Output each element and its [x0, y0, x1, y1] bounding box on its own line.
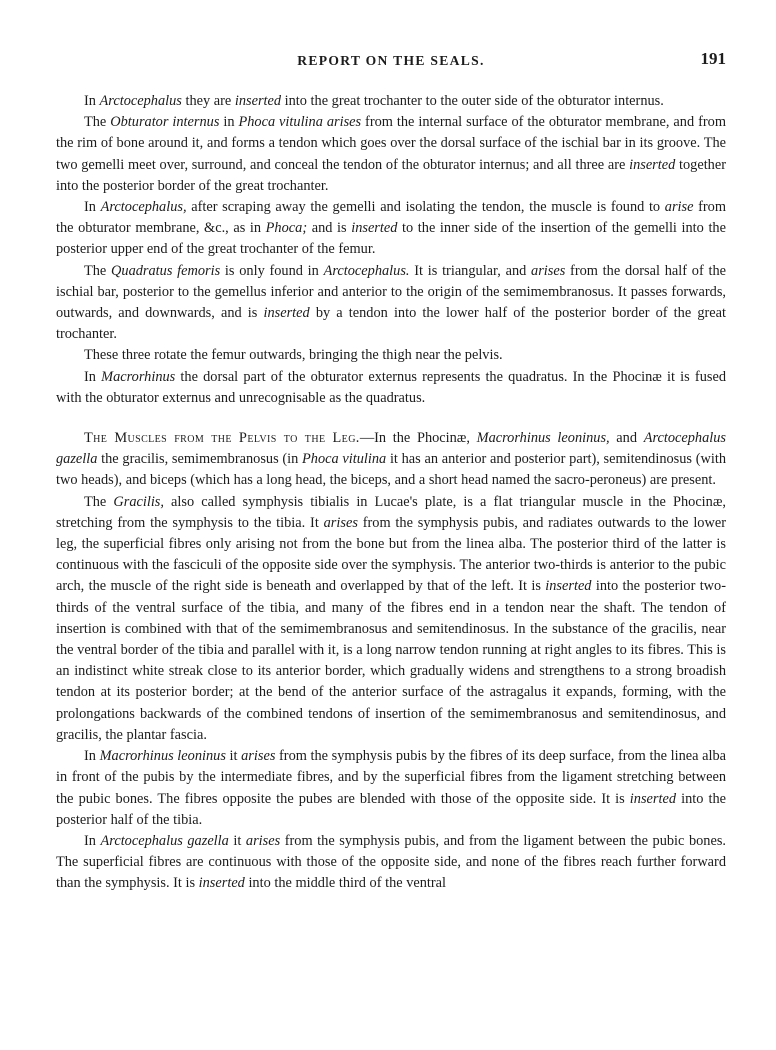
paragraph-arctocephalus-gemelli: In Arctocephalus, after scraping away the gemelli and isolating the tendon, the muscle is found to arise from the obturator membrane, &c., as in Phoca; and is inserted to the inner side of the insertion of the gemelli into the posterior upper end of the great trochanter of the femur.: [56, 199, 726, 258]
section-heading: The Muscles from the Pelvis to the Leg.: [84, 430, 360, 447]
paragraph-femur-rotation: These three rotate the femur outwards, bringing the thigh near the pelvis.: [84, 347, 503, 364]
running-head: [56, 50, 726, 74]
body-text: [56, 91, 726, 895]
paragraph-macrorhinus-quadratus: In Macrorhinus the dorsal part of the obturator externus represents the quadratus. In the Phocinæ it is fused with the obturator externus and unrecognisable as the quadratus.: [56, 368, 726, 406]
paragraph-macrorhinus-gracilis: In Macrorhinus leoninus it arises from the symphysis pubis by the fibres of its deep surface, from the linea alba in front of the pubis by the intermediate fibres, and by the superficial fibres from the ligament stretching between the pubic bones. The fibres opposite the pubes are blended with those of the opposite side. It is inserted into the posterior half of the tibia.: [56, 748, 726, 828]
paragraph-quadratus-femoris: The Quadratus femoris is only found in Arctocephalus. It is triangular, and arises from the dorsal half of the ischial bar, posterior to the gemellus inferior and anterior to the origin of the semimembranosus. It passes forwards, outwards, and downwards, and is inserted by a tendon into the lower half of the posterior border of the great trochanter.: [56, 262, 726, 343]
paragraph-arctocephalus-gracilis: In Arctocephalus gazella it arises from the symphysis pubis, and from the ligament between the pubic bones. The superficial fibres are continuous with those of the opposite side, and none of the fibres reach further forward than the symphysis. It is inserted into the middle third of the ventral: [56, 832, 726, 892]
paragraph-section-pelvis-to-leg: The Muscles from the Pelvis to the Leg.—In the Phocinæ, Macrorhinus leoninus, and Arctocephalus gazella the gracilis, semimembranosus (in Phoca vitulina it has an anterior and posterior part), semitendinosus (with two heads), and biceps (which has a long head, the biceps, and a short head named the sacro-peroneus) are present.: [56, 430, 727, 489]
paragraph-obturator-internus: The Obturator internus in Phoca vitulina arises from the internal surface of the obturator membrane, and from the rim of bone around it, and forms a tendon which goes over the dorsal surface of the ischial bar in its groove. The two gemelli meet over, surround, and conceal the tendon of the obturator internus; and all three are inserted together into the posterior border of the great trochanter.: [56, 114, 727, 194]
page-number: 191: [700, 49, 726, 68]
paragraph-arctocephalus-insertion: In Arctocephalus they are inserted into the great trochanter to the outer side of the obturator internus.: [84, 93, 664, 109]
running-title: REPORT ON THE SEALS.: [297, 53, 485, 68]
paragraph-gracilis: The Gracilis, also called symphysis tibialis in Lucae's plate, is a flat triangular muscle in the Phocinæ, stretching from the symphysis to the tibia. It arises from the symphysis pubis, and radiates outwards to the lower leg, the superficial fibres only arising not from the bone but from the linea alba. The posterior third of the latter is continuous with the fasciculi of the opposite side over the symphysis. The anterior two-thirds is anterior to the pubic arch, the muscle of the right side is beneath and overlapped by that of the left. It is inserted into the posterior two-thirds of the ventral surface of the tibia, and many of the fibres end in a tendon near the shaft. The tendon of insertion is combined with that of the semimembranosus and semitendinosus. In the substance of the gracilis, near the ventral border of the tibia and parallel with it, is a long narrow tendon running at right angles to its fibres. This is an indistinct white streak close to its anterior border, which gradually widens and strengthens to a strong broadish tendon at its posterior border; at the bend of the anterior surface of the astragalus it expands, forming, with the prolongations backwards of the combined tendons of insertion of the semimembranosus and semitendinosus, and gracilis, the plantar fascia.: [56, 493, 726, 743]
